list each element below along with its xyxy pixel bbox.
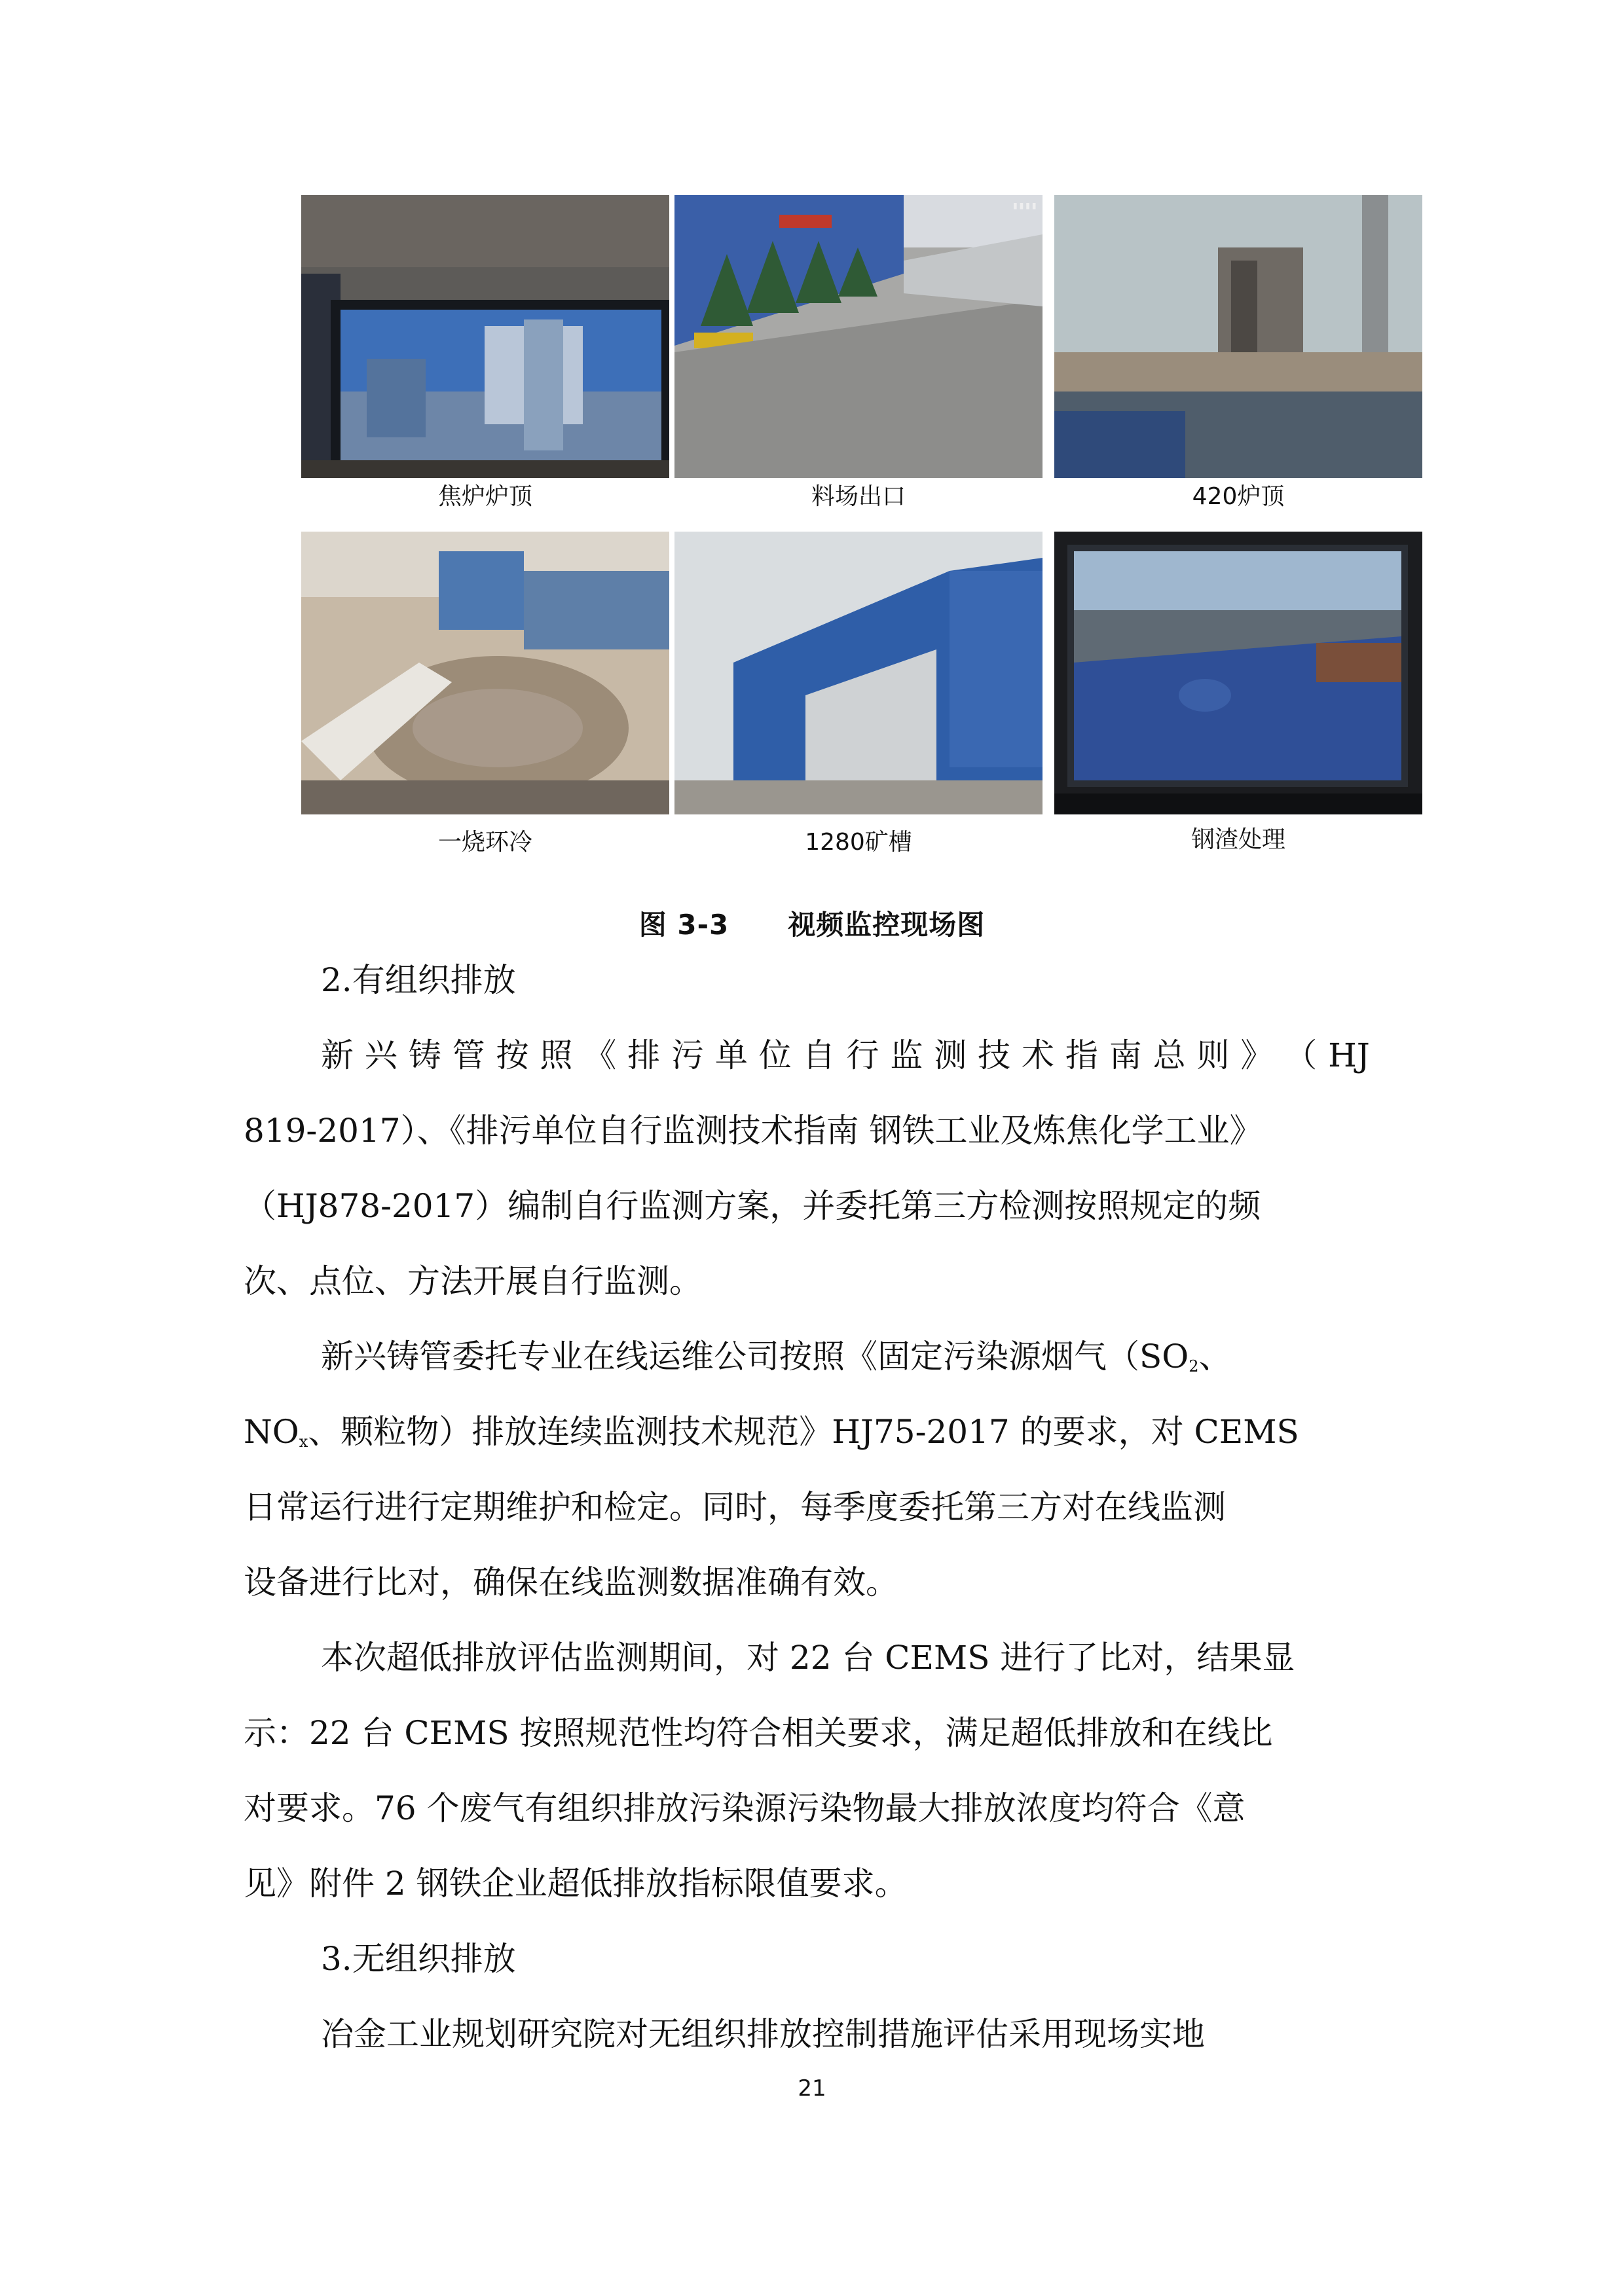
- photo-caption: 420炉顶: [1192, 483, 1285, 510]
- section-heading: 3.无组织排放: [321, 1940, 516, 1978]
- coke-oven-top-photo: [301, 195, 669, 478]
- photo-caption: 一烧环冷: [437, 829, 532, 856]
- figure-title-text: 视频监控现场图: [788, 909, 986, 941]
- paragraph: [244, 1620, 1370, 1922]
- paragraph-line: 新兴铸管委托专业在线运维公司按照《固定污染源烟气（$SO_2$、: [321, 1338, 1232, 1376]
- photo-caption: 料场出口: [811, 483, 906, 510]
- section-heading: 2.有组织排放: [321, 961, 516, 999]
- paragraph-line: 对要求。76 个废气有组织排放污染源污染物最大排放浓度均符合《意: [244, 1789, 1246, 1827]
- figure-title: [0, 903, 1624, 943]
- paragraph: [244, 1319, 1370, 1620]
- paragraph: [244, 1018, 1370, 1319]
- paragraph-line: 次、点位、方法开展自行监测。: [244, 1262, 702, 1300]
- paragraph-line: 示：22 台 CEMS 按照规范性均符合相关要求，满足超低排放和在线比: [244, 1714, 1273, 1752]
- paragraph-line: 819-2017）、《排污单位自行监测技术指南 钢铁工业及炼焦化学工业》: [244, 1112, 1263, 1150]
- figure-number: 图 3-3: [638, 909, 729, 941]
- paragraph-line: 冶金工业规划研究院对无组织排放控制措施评估采用现场实地: [321, 2015, 1205, 2053]
- page-number: 21: [798, 2075, 826, 2102]
- stockyard-exit-photo: [674, 195, 1043, 478]
- paragraph: [244, 1997, 1370, 2072]
- sinter-ring-cooler-photo: [301, 532, 669, 814]
- paragraph-line: （HJ878-2017）编制自行监测方案，并委托第三方检测按照规定的频: [244, 1187, 1261, 1225]
- camera-timestamp: ▮▮▮▮: [1012, 199, 1037, 211]
- paragraph-line: 日常运行进行定期维护和检定。同时，每季度委托第三方对在线监测: [244, 1488, 1226, 1526]
- photo-caption: 焦炉炉顶: [437, 483, 532, 510]
- photo-caption: 钢渣处理: [1190, 826, 1285, 853]
- paragraph-line: 本次超低排放评估监测期间，对 22 台 CEMS 进行了比对，结果显: [321, 1639, 1295, 1677]
- furnace-top-photo: [1054, 195, 1422, 478]
- ore-bin-photo: [674, 532, 1043, 814]
- paragraph-line: 见》附件 2 钢铁企业超低排放指标限值要求。: [244, 1865, 908, 1903]
- paragraph-line: 新 兴 铸 管 按 照 《 排 污 单 位 自 行 监 测 技 术 指 南 总 则 》 （ HJ: [321, 1036, 1370, 1074]
- steel-slag-photo: [1054, 532, 1422, 814]
- paragraph-line: 设备进行比对，确保在线监测数据准确有效。: [244, 1563, 898, 1601]
- paragraph-line: $NO_x$、颗粒物）排放连续监测技术规范》HJ75-2017 的要求，对 CEMS: [244, 1413, 1299, 1451]
- photo-caption: 1280矿槽: [805, 829, 912, 856]
